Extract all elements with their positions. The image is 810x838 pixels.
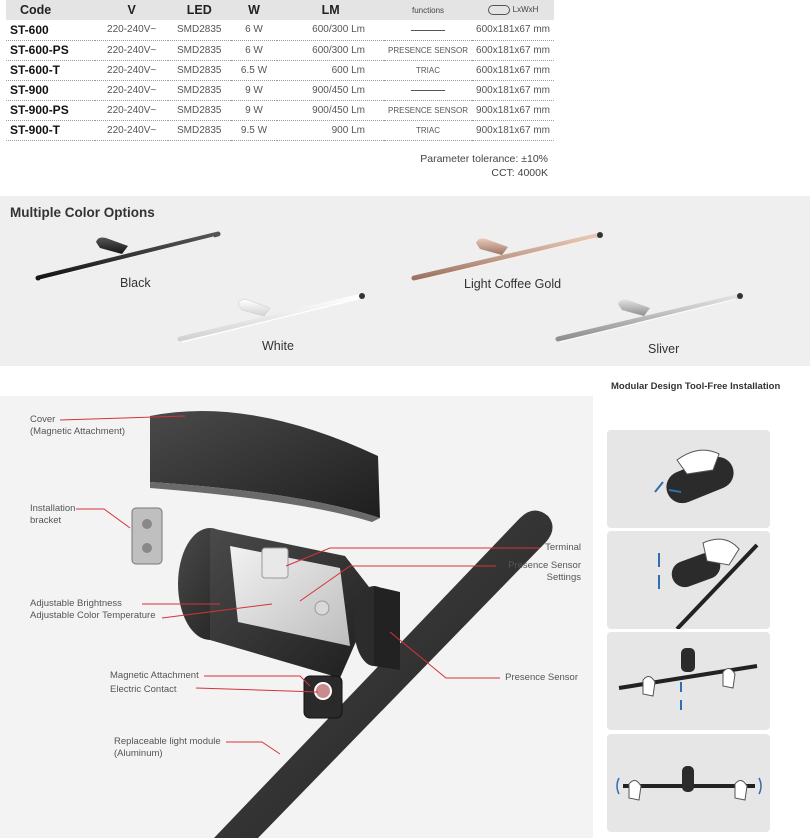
step-2-illustration <box>607 531 770 629</box>
callout-bracket-label: Installation <box>30 503 76 514</box>
cell-code: ST-600-T <box>6 60 95 80</box>
cell-watt: 6.5 W <box>231 60 278 80</box>
cell-function: PRESENCE SENSOR <box>388 105 469 115</box>
cell-voltage: 220-240V~ <box>95 100 167 120</box>
callout-cover-label: Cover <box>30 414 56 425</box>
cell-dimensions: 900x181x67 mm <box>472 100 554 120</box>
callout-presence-sensor: Presence Sensor <box>505 672 578 683</box>
table-row <box>6 20 554 40</box>
cell-led: SMD2835 <box>168 40 231 60</box>
cell-watt: 9 W <box>231 100 278 120</box>
installation-bracket <box>132 508 162 564</box>
cell-lumen <box>277 120 384 140</box>
step-3-illustration <box>607 632 770 730</box>
col-watt: W <box>231 0 278 20</box>
cell-lumen-unit: Lm <box>351 124 365 136</box>
callout-module-sub: (Aluminum) <box>114 748 163 759</box>
color-label-silver: Sliver <box>648 342 680 356</box>
table-row <box>6 60 554 80</box>
cell-code: ST-900 <box>6 80 95 100</box>
cell-lumen <box>277 80 384 100</box>
cell-watt: 6 W <box>231 20 278 40</box>
cell-lumen-unit: Lm <box>351 64 365 76</box>
cell-watt: 9 W <box>231 80 278 100</box>
cell-lumen-unit: Lm <box>351 24 365 36</box>
cell-function: TRIAC <box>416 65 441 75</box>
cell-lumen-value: 900/450 <box>312 84 349 96</box>
cell-voltage: 220-240V~ <box>95 120 167 140</box>
modular-title: Modular Design Tool-Free Installation <box>611 381 781 392</box>
cell-lumen <box>277 40 384 60</box>
cell-function-wrap <box>384 60 472 80</box>
callout-terminal: Terminal <box>545 542 581 553</box>
lamp-gold <box>414 232 603 281</box>
cell-function-wrap <box>384 80 472 100</box>
step-1-illustration <box>607 430 770 528</box>
callout-cover <box>30 414 125 438</box>
col-led: LED <box>168 0 231 20</box>
cell-dimensions: 600x181x67 mm <box>472 40 554 60</box>
cell-function: PRESENCE SENSOR <box>388 45 469 55</box>
callout-module-label: Replaceable light module <box>114 736 221 747</box>
cell-code: ST-600 <box>6 20 95 40</box>
lamp-black <box>38 234 218 280</box>
cell-function-wrap <box>384 40 472 60</box>
cell-lumen <box>277 100 384 120</box>
dimension-icon <box>488 5 510 15</box>
color-label-white: White <box>262 339 294 353</box>
cell-lumen <box>277 20 384 40</box>
color-label-black: Black <box>120 276 151 290</box>
install-step-1 <box>607 430 770 528</box>
table-row <box>6 40 554 60</box>
callout-contact: Electric Contact <box>110 684 177 695</box>
cell-lumen-unit: Lm <box>351 84 365 96</box>
cell-lumen-unit: Lm <box>351 104 365 116</box>
callout-bracket <box>30 503 75 527</box>
table-row <box>6 120 554 140</box>
callout-sensor-settings-label: Presence Sensor <box>508 560 581 571</box>
lamp-white <box>180 293 365 342</box>
table-row <box>6 80 554 100</box>
tolerance-note <box>420 152 548 180</box>
cell-led: SMD2835 <box>168 60 231 80</box>
callout-cover-sub: (Magnetic Attachment) <box>30 426 126 437</box>
cell-led: SMD2835 <box>168 120 231 140</box>
table-row <box>6 100 554 120</box>
cell-watt: 9.5 W <box>231 120 278 140</box>
cell-lumen-unit: Lm <box>351 44 365 56</box>
cell-voltage: 220-240V~ <box>95 60 167 80</box>
col-code: Code <box>6 0 95 20</box>
cell-lumen-value: 900/450 <box>312 104 349 116</box>
cell-function-wrap <box>384 100 472 120</box>
cct-text: CCT: 4000K <box>491 167 548 179</box>
tolerance-text: Parameter tolerance: ±10% <box>420 153 548 165</box>
cell-led: SMD2835 <box>168 20 231 40</box>
cell-function: TRIAC <box>416 125 441 135</box>
col-functions: functions <box>384 0 472 20</box>
cell-dimensions: 900x181x67 mm <box>472 120 554 140</box>
cell-lumen-value: 600/300 <box>312 24 349 36</box>
cell-dimensions: 600x181x67 mm <box>472 60 554 80</box>
callout-sensor-settings <box>508 560 581 584</box>
cell-led: SMD2835 <box>168 80 231 100</box>
magnetic-cover <box>150 411 380 518</box>
table-header-row <box>6 0 554 20</box>
install-step-2 <box>607 531 770 629</box>
cell-led: SMD2835 <box>168 100 231 120</box>
exploded-view <box>0 396 593 838</box>
cell-lumen-value: 600 <box>331 64 349 76</box>
no-function-dash <box>411 30 445 31</box>
cell-dimensions: 600x181x67 mm <box>472 20 554 40</box>
color-options-panel <box>0 196 810 366</box>
cell-voltage: 220-240V~ <box>95 80 167 100</box>
step-4-illustration <box>607 734 770 832</box>
terminal-block <box>262 548 288 578</box>
cell-function-wrap <box>384 20 472 40</box>
install-step-4 <box>607 734 770 832</box>
cell-lumen-value: 600/300 <box>312 44 349 56</box>
install-step-3 <box>607 632 770 730</box>
cell-code: ST-600-PS <box>6 40 95 60</box>
color-label-gold: Light Coffee Gold <box>464 277 562 291</box>
dims-header-label: LxWxH <box>512 5 539 15</box>
col-dimensions <box>472 0 554 20</box>
magnetic-contact-module <box>304 676 342 718</box>
callout-color-temp: Adjustable Color Temperature <box>30 610 156 621</box>
spec-table <box>6 0 554 141</box>
cell-watt: 6 W <box>231 40 278 60</box>
cell-code: ST-900-T <box>6 120 95 140</box>
cell-dimensions: 900x181x67 mm <box>472 80 554 100</box>
cell-voltage: 220-240V~ <box>95 40 167 60</box>
callout-magnetic: Magnetic Attachment <box>110 670 199 681</box>
no-function-dash <box>411 90 445 91</box>
callout-brightness: Adjustable Brightness <box>30 598 122 609</box>
cell-code: ST-900-PS <box>6 100 95 120</box>
lamp-silver <box>558 293 743 342</box>
callout-module <box>114 736 221 760</box>
cell-voltage: 220-240V~ <box>95 20 167 40</box>
callout-bracket-sub: bracket <box>30 515 62 526</box>
cell-lumen <box>277 60 384 80</box>
cell-function-wrap <box>384 120 472 140</box>
cell-lumen-value: 900 <box>331 124 349 136</box>
color-options-title: Multiple Color Options <box>10 205 155 220</box>
col-lumen: LM <box>277 0 384 20</box>
callout-sensor-settings-sub: Settings <box>546 572 581 583</box>
col-voltage: V <box>95 0 167 20</box>
